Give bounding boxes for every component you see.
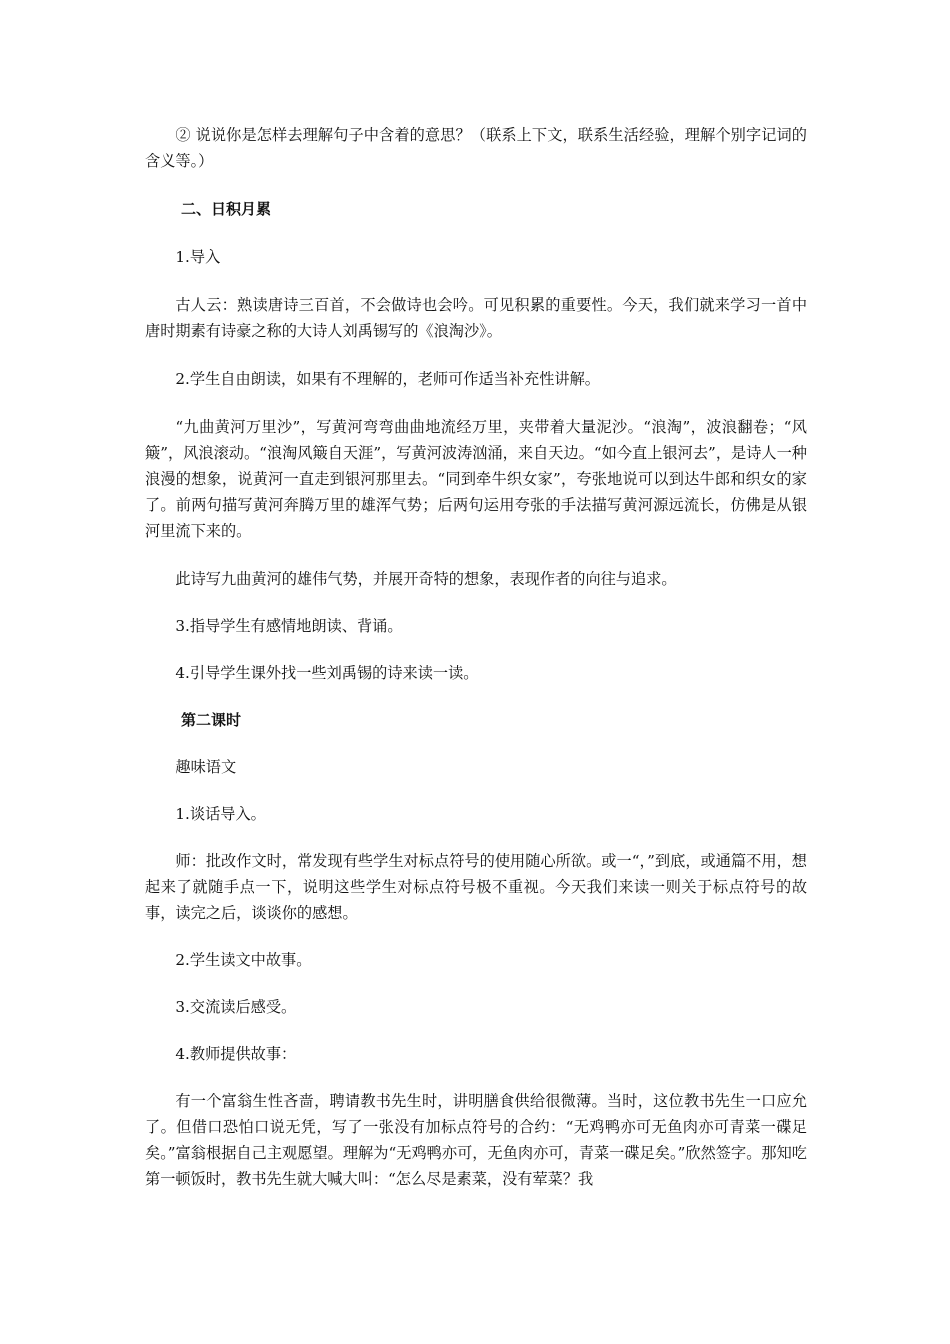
section-heading-daily-accumulation: 二、日积月累 bbox=[181, 200, 272, 218]
list-item-read-story: 2.学生读文中故事。 bbox=[175, 951, 312, 969]
list-item-talk-intro: 1.谈话导入。 bbox=[175, 805, 266, 823]
list-item-extra-reading: 4.引导学生课外找一些刘禹锡的诗来读一读。 bbox=[175, 664, 479, 682]
paragraph-teacher-remark: 师：批改作文时，常发现有些学生对标点符号的使用随心所欲。或一“，”到底，或通篇不用，想起来了就随手点一下，说明这些学生对标点符号极不重视。今天我们来读一则关于标点符号的故事，读完之后，谈谈你的感想。 bbox=[145, 852, 807, 922]
paragraph-miser-story: 有一个富翁生性吝啬，聘请教书先生时，讲明膳食供给很微薄。当时，这位教书先生一口应允了。但借口恐怕口说无凭，写了一张没有加标点符号的合约：“无鸡鸭亦可无鱼肉亦可青菜一碟足矣。”富翁根据自己主观愿望。理解为“无鸡鸭亦可，无鱼肉亦可，青菜一碟足矣。”欣然签字。那知吃第一顿饭时，教书先生就大喊大叫：“怎么尽是素菜，没有荤菜？我 bbox=[145, 1092, 807, 1188]
list-item-share-feelings: 3.交流读后感受。 bbox=[175, 998, 297, 1016]
paragraph-poem-explanation: “九曲黄河万里沙”，写黄河弯弯曲曲地流经万里，夹带着大量泥沙。“浪淘”，波浪翻卷；“风簸”，风浪滚动。“浪淘风簸自天涯”，写黄河波涛汹涌，来自天边。“如今直上银河去”，是诗人一种浪漫的想象，说黄河一直走到银河那里去。“同到牵牛织女家”，夸张地说可以到达牛郎和织女的家了。前两句描写黄河奔腾万里的雄浑气势；后两句运用夸张的手法描写黄河源远流长，仿佛是从银河里流下来的。 bbox=[145, 418, 807, 540]
list-item-recite: 3.指导学生有感情地朗读、背诵。 bbox=[175, 617, 403, 635]
list-item-teacher-story: 4.教师提供故事： bbox=[175, 1045, 297, 1063]
list-item-intro: 1.导入 bbox=[175, 248, 221, 266]
section-heading-second-lesson: 第二课时 bbox=[181, 711, 242, 729]
paragraph-ancients-quote: 古人云：熟读唐诗三百首，不会做诗也会吟。可见积累的重要性。今天，我们就来学习一首中唐时期素有诗豪之称的大诗人刘禹锡写的《浪淘沙》。 bbox=[145, 296, 807, 340]
paragraph-understand-question: ② 说说你是怎样去理解句子中含着的意思？（联系上下文，联系生活经验，理解个别字记词的含义等。） bbox=[145, 126, 807, 170]
paragraph-poem-summary: 此诗写九曲黄河的雄伟气势，并展开奇特的想象，表现作者的向往与追求。 bbox=[175, 570, 677, 588]
list-item-free-reading: 2.学生自由朗读，如果有不理解的，老师可作适当补充性讲解。 bbox=[175, 370, 600, 388]
document-body bbox=[145, 122, 807, 1192]
subheading-fun-chinese: 趣味语文 bbox=[175, 758, 237, 776]
